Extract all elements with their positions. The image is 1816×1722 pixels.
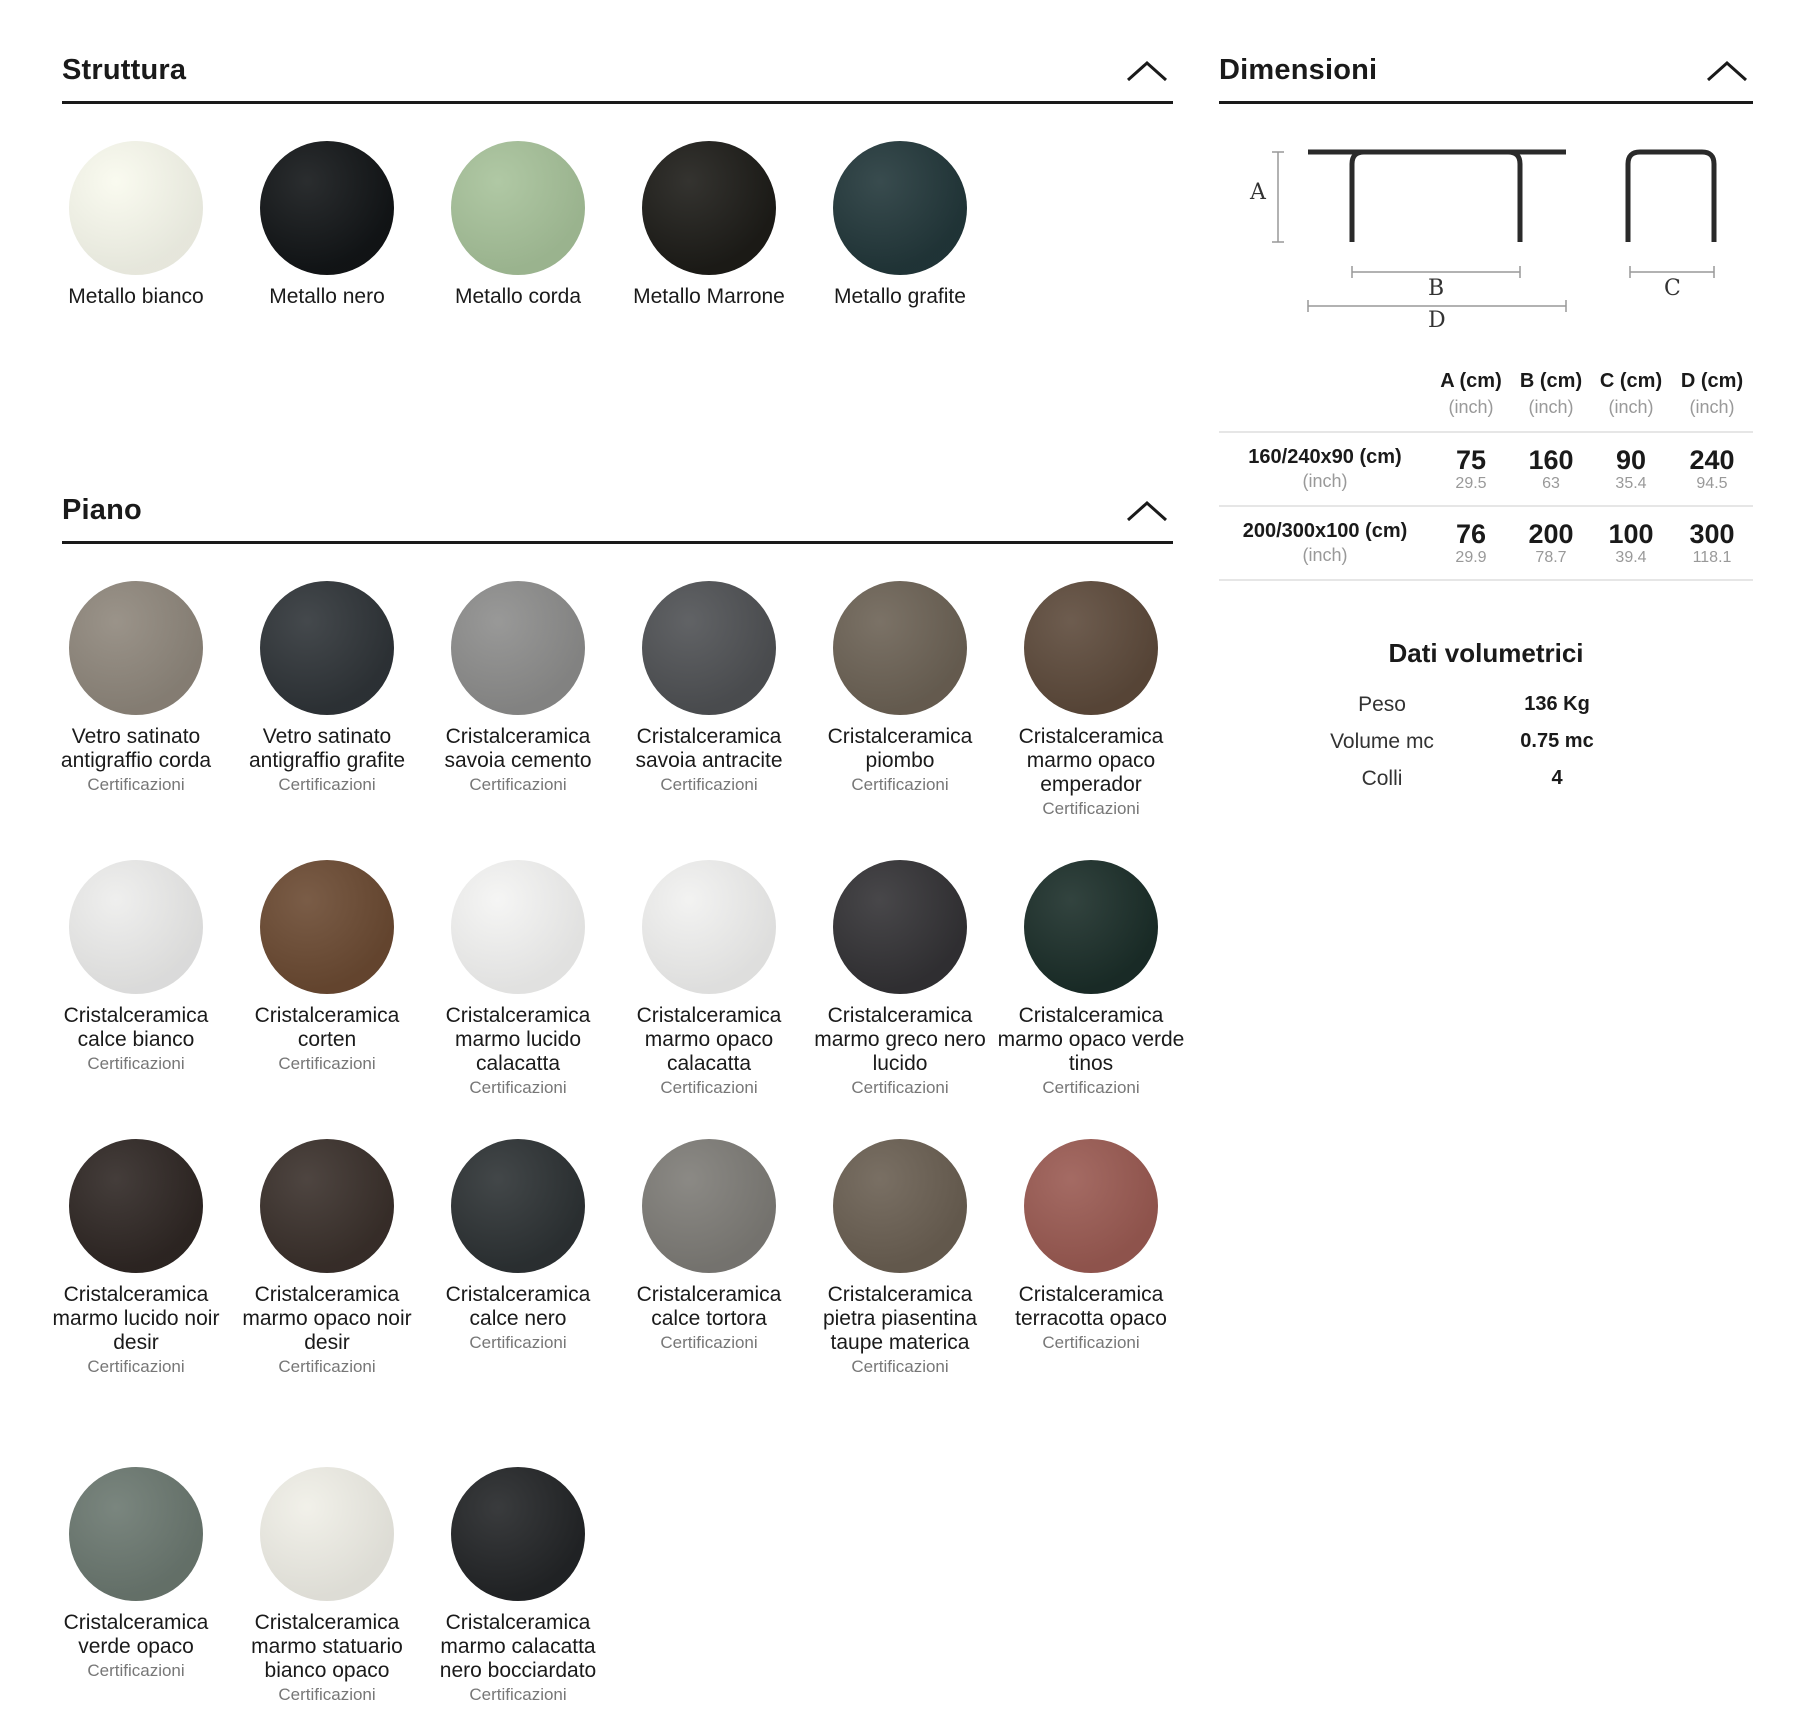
swatch-name: Cristalceramica piombo <box>827 725 973 772</box>
swatch-circle[interactable] <box>451 860 585 994</box>
swatch-circle[interactable] <box>260 1139 394 1273</box>
table-cell: 100 39.4 <box>1591 506 1671 580</box>
struttura-header <box>62 40 1173 104</box>
swatch-circle[interactable] <box>1024 860 1158 994</box>
swatch-name: Cristalceramica savoia antracite <box>635 725 783 772</box>
swatch-circle[interactable] <box>451 1467 585 1601</box>
chevron-up-icon[interactable] <box>1125 58 1169 84</box>
table-cell: 76 29.9 <box>1431 506 1511 580</box>
table-row <box>1219 432 1753 506</box>
swatch-option[interactable] <box>804 581 996 795</box>
table-cell: 75 29.5 <box>1431 432 1511 506</box>
swatch-name: Metallo corda <box>454 285 582 308</box>
piano-header <box>62 480 1173 544</box>
swatch-circle[interactable] <box>69 141 203 275</box>
swatch-name: Cristalceramica marmo opaco emperador <box>1018 725 1164 796</box>
certifications-link[interactable]: Certificazioni <box>469 1333 567 1352</box>
swatch-name: Cristalceramica marmo greco nero lucido <box>814 1004 986 1075</box>
swatch-option[interactable] <box>422 581 614 795</box>
swatch-circle[interactable] <box>642 581 776 715</box>
swatch-option[interactable] <box>995 1139 1187 1353</box>
piano-title: Piano <box>62 494 142 526</box>
swatch-name: Cristalceramica marmo opaco noir desir <box>242 1283 412 1354</box>
dimensions-table <box>1219 370 1753 581</box>
volumetric-data-title: Dati volumetrici <box>1388 638 1584 668</box>
swatch-circle[interactable] <box>260 581 394 715</box>
dim-label-b: B <box>1428 276 1445 301</box>
volumetric-key: Colli <box>1361 766 1403 790</box>
swatch-option[interactable] <box>231 581 423 795</box>
swatch-circle[interactable] <box>642 860 776 994</box>
volumetric-row <box>1292 686 1642 723</box>
swatch-circle[interactable] <box>451 581 585 715</box>
swatch-circle[interactable] <box>833 581 967 715</box>
certifications-link[interactable]: Certificazioni <box>1042 799 1140 818</box>
swatch-option[interactable] <box>995 581 1187 819</box>
column-header: A (cm) (inch) <box>1440 370 1502 417</box>
swatch-name: Cristalceramica savoia cemento <box>444 725 592 772</box>
swatch-name: Vetro satinato antigraffio corda <box>60 725 212 772</box>
swatch-name: Vetro satinato antigraffio grafite <box>248 725 406 772</box>
swatch-option[interactable] <box>804 860 996 1098</box>
certifications-link[interactable]: Certificazioni <box>87 775 185 794</box>
swatch-circle[interactable] <box>260 141 394 275</box>
swatch-name: Cristalceramica calce nero <box>445 1283 591 1330</box>
swatch-name: Cristalceramica calce bianco <box>63 1004 209 1051</box>
table-cell: 90 35.4 <box>1591 432 1671 506</box>
swatch-option[interactable] <box>231 141 423 309</box>
dimension-diagram <box>1230 130 1770 333</box>
table-cell: 160 63 <box>1511 432 1591 506</box>
table-cell: 300 118.1 <box>1671 506 1753 580</box>
certifications-link[interactable]: Certificazioni <box>1042 1078 1140 1097</box>
dim-label-d: D <box>1428 308 1446 333</box>
swatch-name: Metallo grafite <box>834 285 966 308</box>
swatch-circle[interactable] <box>69 1139 203 1273</box>
dimensioni-header <box>1219 40 1753 104</box>
swatch-option[interactable] <box>422 1139 614 1353</box>
swatch-option[interactable] <box>40 581 232 795</box>
column-header: D (cm) (inch) <box>1680 370 1744 417</box>
swatch-circle[interactable] <box>260 860 394 994</box>
swatch-circle[interactable] <box>1024 581 1158 715</box>
swatch-name: Cristalceramica pietra piasentina taupe materica <box>822 1283 978 1354</box>
certifications-link[interactable]: Certificazioni <box>660 1078 758 1097</box>
swatch-name: Metallo bianco <box>68 285 204 308</box>
swatch-circle[interactable] <box>451 141 585 275</box>
certifications-link[interactable]: Certificazioni <box>851 1357 949 1376</box>
table-cell: 200 78.7 <box>1511 506 1591 580</box>
certifications-link[interactable]: Certificazioni <box>660 775 758 794</box>
swatch-name: Cristalceramica verde opaco <box>63 1611 209 1658</box>
swatch-name: Cristalceramica terracotta opaco <box>1015 1283 1167 1330</box>
chevron-up-icon[interactable] <box>1705 58 1749 84</box>
swatch-circle[interactable] <box>642 1139 776 1273</box>
certifications-link[interactable]: Certificazioni <box>1042 1333 1140 1352</box>
certifications-link[interactable]: Certificazioni <box>87 1054 185 1073</box>
swatch-circle[interactable] <box>69 860 203 994</box>
table-outline-drawing <box>1230 130 1770 330</box>
swatch-name: Cristalceramica marmo opaco verde tinos <box>997 1004 1185 1075</box>
swatch-option[interactable] <box>231 1467 423 1705</box>
swatch-option[interactable] <box>613 860 805 1098</box>
swatch-name: Metallo Marrone <box>633 285 785 308</box>
swatch-circle[interactable] <box>260 1467 394 1601</box>
table-cell: 240 94.5 <box>1671 432 1753 506</box>
swatch-name: Cristalceramica marmo opaco calacatta <box>636 1004 782 1075</box>
certifications-link[interactable]: Certificazioni <box>278 1357 376 1376</box>
swatch-circle[interactable] <box>833 860 967 994</box>
volumetric-data-table <box>1292 686 1642 797</box>
swatch-option[interactable] <box>613 581 805 795</box>
swatch-option[interactable] <box>422 860 614 1098</box>
swatch-option[interactable] <box>231 860 423 1074</box>
table-row <box>1219 506 1753 580</box>
swatch-option[interactable] <box>422 141 614 309</box>
dim-label-c: C <box>1664 276 1681 301</box>
certifications-link[interactable]: Certificazioni <box>87 1661 185 1680</box>
volumetric-key: Peso <box>1358 692 1406 716</box>
certifications-link[interactable]: Certificazioni <box>278 775 376 794</box>
swatch-circle[interactable] <box>451 1139 585 1273</box>
swatch-name: Cristalceramica marmo lucido noir desir <box>52 1283 220 1354</box>
volumetric-key: Volume mc <box>1330 729 1434 753</box>
swatch-name: Metallo nero <box>269 285 385 308</box>
certifications-link[interactable]: Certificazioni <box>660 1333 758 1352</box>
chevron-up-icon[interactable] <box>1125 498 1169 524</box>
volumetric-row <box>1292 723 1642 760</box>
swatch-name: Cristalceramica calce tortora <box>636 1283 782 1330</box>
swatch-name: Cristalceramica marmo lucido calacatta <box>445 1004 591 1075</box>
swatch-option[interactable] <box>40 141 232 309</box>
swatch-circle[interactable] <box>69 581 203 715</box>
certifications-link[interactable]: Certificazioni <box>469 1078 567 1097</box>
column-header: C (cm) (inch) <box>1599 370 1663 417</box>
swatch-option[interactable] <box>804 141 996 309</box>
swatch-option[interactable] <box>40 1467 232 1681</box>
swatch-circle[interactable] <box>642 141 776 275</box>
swatch-option[interactable] <box>995 860 1187 1098</box>
row-label: 160/240x90 (cm) (inch) <box>1219 432 1431 506</box>
certifications-link[interactable]: Certificazioni <box>851 775 949 794</box>
swatch-option[interactable] <box>804 1139 996 1377</box>
struttura-title: Struttura <box>62 54 187 86</box>
dim-label-a: A <box>1250 180 1266 205</box>
certifications-link[interactable]: Certificazioni <box>87 1357 185 1376</box>
certifications-link[interactable]: Certificazioni <box>469 775 567 794</box>
swatch-name: Cristalceramica marmo calacatta nero bocciardato <box>439 1611 597 1682</box>
swatch-option[interactable] <box>422 1467 614 1705</box>
dimensioni-title: Dimensioni <box>1219 54 1378 86</box>
row-label: 200/300x100 (cm) (inch) <box>1219 506 1431 580</box>
swatch-circle[interactable] <box>69 1467 203 1601</box>
certifications-link[interactable]: Certificazioni <box>278 1685 376 1704</box>
certifications-link[interactable]: Certificazioni <box>278 1054 376 1073</box>
swatch-circle[interactable] <box>1024 1139 1158 1273</box>
volumetric-value: 4 <box>1551 767 1563 789</box>
swatch-option[interactable] <box>613 1139 805 1353</box>
swatch-name: Cristalceramica marmo statuario bianco opaco <box>251 1611 403 1682</box>
swatch-circle[interactable] <box>833 141 967 275</box>
certifications-link[interactable]: Certificazioni <box>469 1685 567 1704</box>
swatch-option[interactable] <box>40 1139 232 1377</box>
certifications-link[interactable]: Certificazioni <box>851 1078 949 1097</box>
swatch-name: Cristalceramica corten <box>254 1004 400 1051</box>
swatch-option[interactable] <box>613 141 805 309</box>
swatch-circle[interactable] <box>833 1139 967 1273</box>
volumetric-row <box>1292 760 1642 797</box>
swatch-option[interactable] <box>231 1139 423 1377</box>
swatch-option[interactable] <box>40 860 232 1074</box>
volumetric-value: 0.75 mc <box>1520 730 1594 752</box>
volumetric-value: 136 Kg <box>1524 693 1590 715</box>
column-header: B (cm) (inch) <box>1519 370 1583 417</box>
